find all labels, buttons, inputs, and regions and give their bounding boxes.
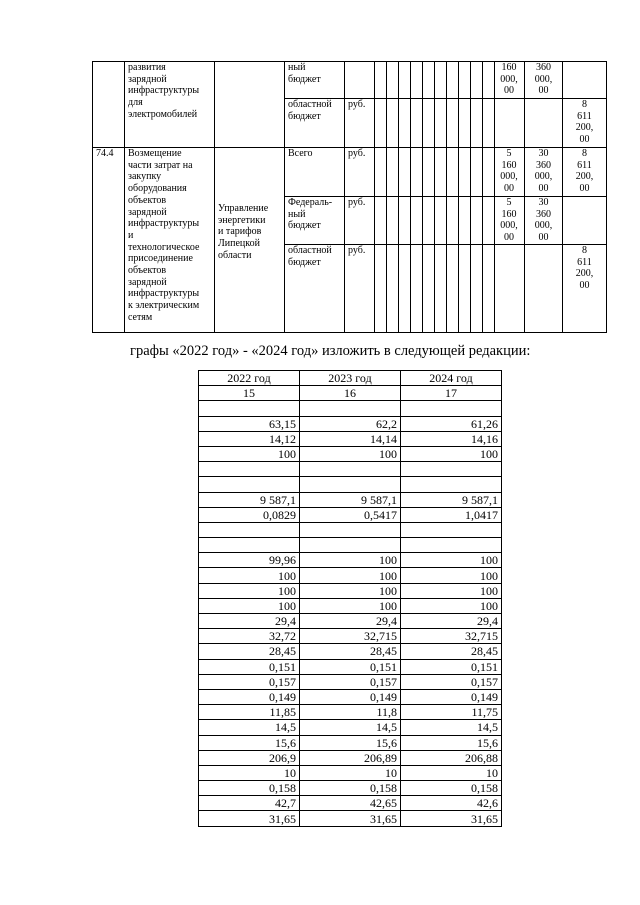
table-cell: 100: [199, 568, 300, 583]
table-cell: 0,149: [401, 689, 502, 704]
table-cell: 0,151: [300, 659, 401, 674]
table-row: [199, 583, 502, 598]
table-row: [199, 705, 502, 720]
table-cell: 17: [401, 386, 502, 401]
table-cell: 0,149: [300, 689, 401, 704]
value-2023: 5 160 000, 00: [500, 197, 518, 244]
table-row: [199, 614, 502, 629]
table-row: [199, 401, 502, 416]
source-label: Федераль- ный бюджет: [288, 197, 333, 232]
table-row: [199, 781, 502, 796]
table-row: [199, 689, 502, 704]
table-row: [199, 629, 502, 644]
table-cell: 2023 год: [300, 371, 401, 386]
table-cell: 100: [300, 598, 401, 613]
unit-label: руб.: [348, 148, 366, 159]
source-label: ный бюджет: [288, 62, 321, 85]
table-row: [199, 765, 502, 780]
row-number: 74.4: [96, 148, 114, 159]
table-cell: 11,85: [199, 705, 300, 720]
value-2025: 8 611 200, 00: [575, 245, 594, 292]
table-cell: 0,151: [401, 659, 502, 674]
table-cell: 100: [401, 583, 502, 598]
table-row: [199, 568, 502, 583]
table-cell: [199, 538, 300, 553]
table-cell: 100: [300, 568, 401, 583]
table-row: [199, 735, 502, 750]
value-2024: 30 360 000, 00: [534, 197, 553, 244]
table-cell: 29,4: [199, 614, 300, 629]
table-cell: 63,15: [199, 416, 300, 431]
table-cell: 100: [401, 446, 502, 461]
table-cell: 0,158: [300, 781, 401, 796]
table-cell: 11,75: [401, 705, 502, 720]
table-cell: 14,5: [300, 720, 401, 735]
table-cell: 11,8: [300, 705, 401, 720]
table-row: [199, 659, 502, 674]
unit-label: руб.: [348, 197, 366, 208]
table-cell: 100: [401, 553, 502, 568]
unit-label: руб.: [348, 99, 366, 110]
table-cell: 14,5: [401, 720, 502, 735]
table-row: [199, 492, 502, 507]
value-2023: 160 000, 00: [500, 62, 518, 97]
table-row: [199, 553, 502, 568]
measure-name: Возмещение части затрат на закупку оборудования объектов зарядной инфраструктуры и технологическое присоединение объектов зарядной инфраструктуры к электрическим сетям: [128, 148, 200, 323]
table-cell: 16: [300, 386, 401, 401]
measure-name-cont: развития зарядной инфраструктуры для электромобилей: [128, 62, 200, 120]
table-cell: 0,149: [199, 689, 300, 704]
table-cell: 0,5417: [300, 507, 401, 522]
table-cell: 28,45: [199, 644, 300, 659]
table-cell: 206,89: [300, 750, 401, 765]
table-cell: 9 587,1: [199, 492, 300, 507]
table-cell: 15: [199, 386, 300, 401]
table-cell: 10: [300, 765, 401, 780]
table-cell: 0,158: [401, 781, 502, 796]
table-cell: 100: [401, 598, 502, 613]
table-cell: 0,157: [199, 674, 300, 689]
table-cell: [401, 538, 502, 553]
table-cell: [401, 522, 502, 537]
table-cell: 29,4: [401, 614, 502, 629]
source-label: областной бюджет: [288, 99, 332, 122]
table-cell: 42,7: [199, 796, 300, 811]
table-cell: 15,6: [401, 735, 502, 750]
table-cell: 2022 год: [199, 371, 300, 386]
table-cell: 32,715: [300, 629, 401, 644]
table-cell: 206,9: [199, 750, 300, 765]
table-cell: 15,6: [300, 735, 401, 750]
table-cell: 2024 год: [401, 371, 502, 386]
table-cell: 100: [300, 446, 401, 461]
table-cell: [401, 401, 502, 416]
table-cell: 9 587,1: [401, 492, 502, 507]
table-cell: 10: [401, 765, 502, 780]
table-cell: 100: [300, 553, 401, 568]
table-cell: 29,4: [300, 614, 401, 629]
unit-label: руб.: [348, 245, 366, 256]
table-row: [199, 796, 502, 811]
header-row: [199, 371, 502, 386]
table-row: [199, 750, 502, 765]
table-cell: 31,65: [300, 811, 401, 826]
table-cell: 42,6: [401, 796, 502, 811]
table-cell: 0,0829: [199, 507, 300, 522]
table-cell: 28,45: [401, 644, 502, 659]
table-row: [199, 462, 502, 477]
table-cell: 100: [199, 446, 300, 461]
table-row: [199, 431, 502, 446]
table-row: [199, 538, 502, 553]
table-row: [199, 446, 502, 461]
table-cell: 1,0417: [401, 507, 502, 522]
table-cell: [199, 462, 300, 477]
table-row: [199, 522, 502, 537]
value-2023: 5 160 000, 00: [500, 148, 518, 195]
table-cell: 14,12: [199, 431, 300, 446]
value-2024: 30 360 000, 00: [534, 148, 553, 195]
table-cell: 32,715: [401, 629, 502, 644]
source-label: Всего: [288, 148, 313, 159]
table-cell: 206,88: [401, 750, 502, 765]
table-cell: 62,2: [300, 416, 401, 431]
table-cell: [300, 462, 401, 477]
column-number-row: [199, 386, 502, 401]
years-table: [198, 370, 502, 827]
table-cell: 42,65: [300, 796, 401, 811]
table-cell: 0,151: [199, 659, 300, 674]
table-cell: 99,96: [199, 553, 300, 568]
table-cell: [300, 401, 401, 416]
table-cell: 32,72: [199, 629, 300, 644]
table-cell: 31,65: [401, 811, 502, 826]
table-row: [199, 416, 502, 431]
table-cell: [401, 477, 502, 492]
table-row: [199, 644, 502, 659]
table-cell: [401, 462, 502, 477]
table-cell: 14,5: [199, 720, 300, 735]
table-cell: [300, 477, 401, 492]
table-cell: 100: [199, 598, 300, 613]
table-row: [199, 598, 502, 613]
value-2024: 360 000, 00: [534, 62, 553, 97]
table-cell: 0,157: [300, 674, 401, 689]
table-cell: [199, 522, 300, 537]
table-cell: 15,6: [199, 735, 300, 750]
table-cell: [199, 477, 300, 492]
table-cell: 9 587,1: [300, 492, 401, 507]
executor: Управление энергетики и тарифов Липецкой области: [218, 203, 269, 261]
table-row: [199, 811, 502, 826]
table-cell: 100: [300, 583, 401, 598]
table-cell: 100: [199, 583, 300, 598]
table-cell: 31,65: [199, 811, 300, 826]
table-cell: 14,16: [401, 431, 502, 446]
table-cell: [300, 538, 401, 553]
table-cell: 14,14: [300, 431, 401, 446]
table-row: [199, 720, 502, 735]
amendment-caption: графы «2022 год» - «2024 год» изложить в следующей редакции:: [130, 343, 531, 359]
table-row: [199, 477, 502, 492]
table-cell: 28,45: [300, 644, 401, 659]
value-2025: 8 611 200, 00: [575, 148, 594, 195]
source-label: областной бюджет: [288, 245, 332, 268]
table-cell: 61,26: [401, 416, 502, 431]
table-cell: 0,158: [199, 781, 300, 796]
table-cell: 0,157: [401, 674, 502, 689]
table-cell: [199, 401, 300, 416]
table-cell: [300, 522, 401, 537]
table-row: [199, 507, 502, 522]
table-cell: 100: [401, 568, 502, 583]
table-row: [199, 674, 502, 689]
value-2025: 8 611 200, 00: [575, 99, 594, 146]
table-cell: 10: [199, 765, 300, 780]
